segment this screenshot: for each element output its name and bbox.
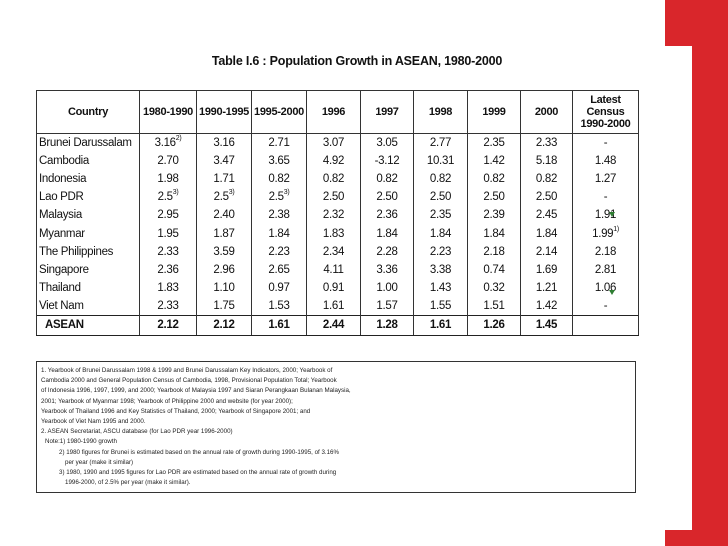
cell-value: 1.43 xyxy=(429,281,452,294)
country-cell: The Philippines xyxy=(37,243,140,261)
cell-value: 1.42 xyxy=(483,155,505,168)
total-label: ASEAN xyxy=(37,315,140,335)
column-header: 1995-2000 xyxy=(252,91,307,134)
value-cell xyxy=(468,261,521,279)
note-line: 1996-2000, of 2.5% per year (make it similar). xyxy=(65,479,191,487)
column-header: 1996 xyxy=(307,91,361,134)
cell-value: 0.82 xyxy=(322,173,345,186)
value-cell xyxy=(140,170,197,188)
cell-value: 2.40 xyxy=(213,209,235,222)
country-cell: Myanmar xyxy=(37,224,140,242)
value-cell xyxy=(521,224,573,242)
total-value-cell: 1.28 xyxy=(361,315,414,335)
cell-value: 1.55 xyxy=(429,299,452,312)
value-cell xyxy=(307,243,361,261)
cell-value: 2.36 xyxy=(376,209,398,222)
note-line: Yearbook of Thailand 1996 and Key Statistics of Thailand, 2000; Yearbook of Singapore 2001; and xyxy=(41,407,311,415)
value-cell xyxy=(414,297,468,316)
cell-value: 2.65 xyxy=(268,263,290,276)
value-cell xyxy=(252,224,307,242)
value-cell xyxy=(361,297,414,316)
column-header: 1980-1990 xyxy=(140,91,197,134)
value-cell xyxy=(197,152,252,170)
cell-value: 2.81 xyxy=(594,263,617,276)
cell-value: 1.51 xyxy=(483,299,505,312)
cell-value: 10.31 xyxy=(426,155,455,168)
cell-value: 3.16 xyxy=(213,137,235,150)
cell-value: 1.95 xyxy=(157,227,179,240)
footnote-marker: 3) xyxy=(283,189,290,197)
value-cell xyxy=(307,297,361,316)
table-row xyxy=(37,297,639,316)
value-cell xyxy=(573,152,639,170)
value-cell xyxy=(573,261,639,279)
value-cell xyxy=(414,206,468,224)
country-cell: Brunei Darussalam xyxy=(37,134,140,153)
value-cell xyxy=(573,170,639,188)
value-cell xyxy=(521,243,573,261)
value-cell xyxy=(252,206,307,224)
cell-value: 2.39 xyxy=(483,209,505,222)
cell-value: 1.06 xyxy=(594,281,617,294)
value-cell xyxy=(307,134,361,153)
cell-value: 2.70 xyxy=(157,155,179,168)
note-line: Yearbook of Viet Nam 1995 and 2000. xyxy=(41,418,146,426)
cell-value: 1.83 xyxy=(322,227,345,240)
note-line: Note:1) 1980-1990 growth xyxy=(45,438,117,446)
value-cell xyxy=(252,261,307,279)
note-line: Cambodia 2000 and General Population Census of Cambodia, 1998, Provisional Population Total; Yearbook xyxy=(41,377,337,385)
cell-value: 1.84 xyxy=(535,227,558,240)
table-row xyxy=(37,261,639,279)
cell-value: 0.82 xyxy=(376,173,398,186)
cell-value: 1.21 xyxy=(535,281,558,294)
value-cell xyxy=(521,134,573,153)
cell-value: 1.98 xyxy=(157,173,179,186)
table-row xyxy=(37,206,639,224)
value-cell xyxy=(414,243,468,261)
footnote-marker: 2) xyxy=(175,135,182,143)
table-row xyxy=(37,170,639,188)
cell-value: 0.82 xyxy=(535,173,558,186)
value-cell xyxy=(573,224,639,242)
value-cell xyxy=(573,206,639,224)
value-cell xyxy=(521,170,573,188)
cell-value: 2.50 xyxy=(535,191,558,204)
value-cell xyxy=(252,134,307,153)
value-cell xyxy=(361,279,414,297)
header-row xyxy=(37,91,639,134)
cell-value: 1.69 xyxy=(535,263,558,276)
cell-value: 0.82 xyxy=(429,173,452,186)
value-cell xyxy=(361,170,414,188)
cell-value: 2.18 xyxy=(483,245,505,258)
country-cell: Lao PDR xyxy=(37,188,140,206)
cell-value: 2.23 xyxy=(268,245,290,258)
cell-value: 1.84 xyxy=(483,227,505,240)
value-cell xyxy=(140,279,197,297)
cell-value: 2.14 xyxy=(535,245,558,258)
value-cell xyxy=(468,188,521,206)
cell-value: 1.57 xyxy=(376,299,398,312)
cell-value: 2.33 xyxy=(157,245,179,258)
total-row xyxy=(37,315,639,335)
value-cell xyxy=(414,170,468,188)
cell-value: 1.10 xyxy=(213,281,235,294)
value-cell xyxy=(414,188,468,206)
total-value-cell: 2.12 xyxy=(140,315,197,335)
value-cell xyxy=(414,152,468,170)
cell-value: 2.33 xyxy=(157,299,179,312)
cell-value: 2.5 xyxy=(213,191,229,204)
column-header: 1999 xyxy=(468,91,521,134)
column-header: 2000 xyxy=(521,91,573,134)
footnote-marker: 1) xyxy=(613,225,619,233)
value-cell xyxy=(307,261,361,279)
cell-value: 3.65 xyxy=(268,155,290,168)
value-cell xyxy=(521,261,573,279)
value-cell xyxy=(468,224,521,242)
value-cell xyxy=(361,261,414,279)
value-cell xyxy=(140,243,197,261)
cell-value: 2.33 xyxy=(535,137,558,150)
note-line: 3) 1980, 1990 and 1995 figures for Lao PDR are estimated based on the annual rate of growth during xyxy=(59,469,337,477)
value-cell xyxy=(197,243,252,261)
country-cell: Malaysia xyxy=(37,206,140,224)
cell-value: 1.42 xyxy=(535,299,558,312)
value-cell xyxy=(197,261,252,279)
footnote-marker: 3) xyxy=(228,189,235,197)
value-cell xyxy=(361,243,414,261)
cell-value: 0.32 xyxy=(483,281,505,294)
value-cell xyxy=(521,152,573,170)
value-cell xyxy=(252,170,307,188)
column-header: 1998 xyxy=(414,91,468,134)
value-cell xyxy=(361,134,414,153)
cell-value: 1.71 xyxy=(213,173,235,186)
value-cell xyxy=(414,134,468,153)
value-cell xyxy=(573,134,639,153)
value-cell xyxy=(468,170,521,188)
value-cell xyxy=(140,188,197,206)
value-cell xyxy=(140,297,197,316)
cell-value: 1.75 xyxy=(213,299,235,312)
cell-value: 2.95 xyxy=(157,209,179,222)
table-notes xyxy=(36,361,636,493)
cell-value: 2.28 xyxy=(376,245,398,258)
cell-value: 3.36 xyxy=(376,263,398,276)
note-line: 1. Yearbook of Brunei Darussalam 1998 & 1999 and Brunei Darussalam Key Indicators, 2000; Yearbook of xyxy=(41,367,333,374)
value-cell xyxy=(468,243,521,261)
cell-value: 2.23 xyxy=(429,245,452,258)
cell-value: 4.92 xyxy=(322,155,345,168)
value-cell xyxy=(140,261,197,279)
value-cell xyxy=(307,206,361,224)
column-header: Country xyxy=(37,91,140,134)
cell-value: 2.18 xyxy=(594,245,617,258)
column-header: Latest Census 1990-2000 xyxy=(573,91,639,134)
cell-value: 3.05 xyxy=(376,137,398,150)
value-cell xyxy=(521,188,573,206)
cell-value: 0.97 xyxy=(268,281,290,294)
column-header: 1990-1995 xyxy=(197,91,252,134)
value-cell xyxy=(414,279,468,297)
table-row xyxy=(37,188,639,206)
scanned-table-page xyxy=(22,46,692,530)
green-tick-mark xyxy=(609,212,615,217)
cell-value: 0.91 xyxy=(322,281,345,294)
cell-value: 2.50 xyxy=(376,191,398,204)
value-cell xyxy=(468,152,521,170)
table-row xyxy=(37,152,639,170)
cell-value: 1.27 xyxy=(594,173,617,186)
value-cell xyxy=(468,134,521,153)
value-cell xyxy=(573,243,639,261)
cell-value: 1.84 xyxy=(429,227,452,240)
cell-value: 2.34 xyxy=(322,245,345,258)
cell-value: 3.47 xyxy=(213,155,235,168)
cell-value: 3.07 xyxy=(322,137,345,150)
cell-value: 1.83 xyxy=(157,281,179,294)
value-cell xyxy=(197,170,252,188)
total-value-cell: 1.61 xyxy=(252,315,307,335)
value-cell xyxy=(197,297,252,316)
cell-value: - xyxy=(603,191,608,204)
note-line: 2. ASEAN Secretariat, ASCU database (for Lao PDR year 1996-2000) xyxy=(41,428,233,436)
cell-value: 2.36 xyxy=(157,263,179,276)
cell-value: 1.91 xyxy=(594,209,617,222)
value-cell xyxy=(307,224,361,242)
total-value-cell: 2.12 xyxy=(197,315,252,335)
cell-value: 1.00 xyxy=(376,281,398,294)
value-cell xyxy=(307,152,361,170)
cell-value: 3.38 xyxy=(429,263,452,276)
total-value-cell xyxy=(573,315,639,335)
value-cell xyxy=(140,224,197,242)
value-cell xyxy=(573,297,639,316)
cell-value: 2.50 xyxy=(429,191,452,204)
value-cell xyxy=(361,206,414,224)
country-cell: Indonesia xyxy=(37,170,140,188)
cell-value: 2.50 xyxy=(483,191,505,204)
value-cell xyxy=(252,152,307,170)
cell-value: 2.45 xyxy=(535,209,558,222)
value-cell xyxy=(307,170,361,188)
value-cell xyxy=(140,206,197,224)
value-cell xyxy=(252,279,307,297)
value-cell xyxy=(252,188,307,206)
cell-value: 2.38 xyxy=(268,209,290,222)
table-row xyxy=(37,243,639,261)
cell-value: 1.53 xyxy=(268,299,290,312)
cell-value: 1.61 xyxy=(322,299,345,312)
note-line: per year (make it similar) xyxy=(65,458,134,466)
value-cell xyxy=(521,206,573,224)
cell-value: 2.96 xyxy=(213,263,235,276)
value-cell xyxy=(521,297,573,316)
column-header: 1997 xyxy=(361,91,414,134)
value-cell xyxy=(307,188,361,206)
cell-value: 1.48 xyxy=(594,155,617,168)
cell-value: 2.77 xyxy=(429,137,452,150)
total-value-cell: 2.44 xyxy=(307,315,361,335)
table-row xyxy=(37,224,639,242)
table-row xyxy=(37,134,639,153)
value-cell xyxy=(468,206,521,224)
cell-value: 2.32 xyxy=(322,209,345,222)
value-cell xyxy=(252,243,307,261)
value-cell xyxy=(307,279,361,297)
cell-value: - xyxy=(603,299,608,312)
note-line: 2) 1980 figures for Brunei is estimated based on the annual rate of growth during 1990-1995, of 3.16% xyxy=(59,448,339,456)
cell-value: 2.5 xyxy=(157,191,173,204)
cell-value: 5.18 xyxy=(535,155,558,168)
cell-value: 2.35 xyxy=(483,137,505,150)
cell-value: 4.11 xyxy=(323,263,344,276)
total-value-cell: 1.45 xyxy=(521,315,573,335)
cell-value: 0.82 xyxy=(483,173,505,186)
cell-value: 2.71 xyxy=(268,137,290,150)
value-cell xyxy=(197,206,252,224)
country-cell: Singapore xyxy=(37,261,140,279)
cell-value: 1.84 xyxy=(376,227,398,240)
country-cell: Thailand xyxy=(37,279,140,297)
value-cell xyxy=(252,297,307,316)
value-cell xyxy=(573,188,639,206)
cell-value: - xyxy=(603,137,608,150)
cell-value: 0.74 xyxy=(483,263,505,276)
value-cell xyxy=(414,224,468,242)
total-value-cell: 1.61 xyxy=(414,315,468,335)
total-value-cell: 1.26 xyxy=(468,315,521,335)
cell-value: 3.59 xyxy=(213,245,235,258)
value-cell xyxy=(361,188,414,206)
cell-value: 3.16 xyxy=(154,137,176,150)
note-line: of Indonesia 1996, 1997, 1999, and 2000; Yearbook of Malaysia 1997 and Siaran Perangkaan Bulanan Malaysia, xyxy=(41,387,351,395)
value-cell xyxy=(197,188,252,206)
value-cell xyxy=(197,224,252,242)
value-cell xyxy=(414,261,468,279)
cell-value: 2.35 xyxy=(429,209,452,222)
cell-value: 2.50 xyxy=(322,191,345,204)
population-growth-table xyxy=(36,90,639,336)
value-cell xyxy=(361,152,414,170)
value-cell xyxy=(197,279,252,297)
value-cell xyxy=(521,279,573,297)
value-cell xyxy=(468,297,521,316)
value-cell xyxy=(140,152,197,170)
footnote-marker: 3) xyxy=(172,189,179,197)
value-cell xyxy=(140,134,197,153)
country-cell: Cambodia xyxy=(37,152,140,170)
table-row xyxy=(37,279,639,297)
cell-value: 1.99 xyxy=(592,227,614,240)
value-cell xyxy=(468,279,521,297)
cell-value: -3.12 xyxy=(374,155,400,168)
cell-value: 2.5 xyxy=(268,191,284,204)
cell-value: 0.82 xyxy=(268,173,290,186)
note-line: 2001; Yearbook of Myanmar 1998; Yearbook of Philippine 2000 and website (for year 2000); xyxy=(41,397,293,405)
value-cell xyxy=(573,279,639,297)
green-tick-mark xyxy=(609,290,615,295)
value-cell xyxy=(361,224,414,242)
country-cell: Viet Nam xyxy=(37,297,140,316)
value-cell xyxy=(197,134,252,153)
cell-value: 1.87 xyxy=(213,227,235,240)
cell-value: 1.84 xyxy=(268,227,290,240)
table-title: Table I.6 : Population Growth in ASEAN, 1980-2000 xyxy=(211,54,503,68)
